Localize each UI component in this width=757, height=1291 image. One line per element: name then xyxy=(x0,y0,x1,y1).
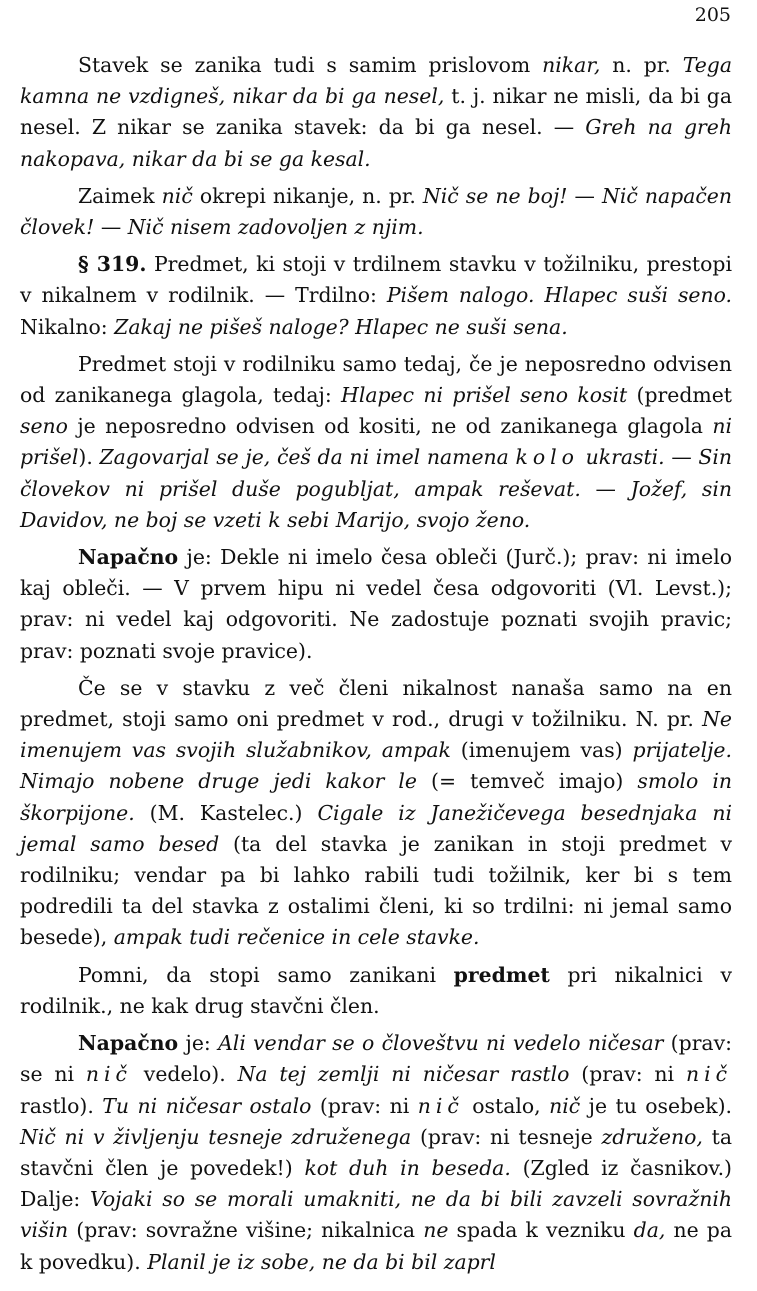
text-run: ). xyxy=(78,445,100,470)
text-run: (imenujem vas) xyxy=(450,738,633,763)
text-run: ta stavčni člen je povedek!) xyxy=(20,1124,732,1180)
paragraph-section-319 xyxy=(20,249,732,343)
italic-run: kot duh in beseda. xyxy=(304,1155,511,1180)
text-run: ne pa k povedku). xyxy=(20,1218,733,1274)
text-run: Pomni, da stopi samo zanikani xyxy=(78,962,454,987)
text-run: spada k vezniku xyxy=(448,1218,634,1243)
italic-run: Planil je iz sobe, ne da bi bil zaprl xyxy=(147,1249,496,1274)
text-run: je tu osebek). xyxy=(580,1093,733,1118)
italic-run: ni prišel xyxy=(20,414,732,470)
text-run: Zaimek xyxy=(78,183,162,208)
italic-run: nič xyxy=(161,183,193,208)
page-body xyxy=(20,50,732,1278)
text-run: Nikalno: xyxy=(20,314,115,339)
paragraph-pomni xyxy=(20,960,732,1022)
spaced-run: kolo xyxy=(515,445,579,470)
paragraph-nikar xyxy=(20,50,732,175)
italic-run: prijatelje. Nimajo nobene druge jedi kakor le xyxy=(20,738,732,794)
text-run: Če se v stavku z več členi nikalnost nanaša samo na en predmet, stoji samo oni predmet v rod., drugi v tožilniku. N. pr. xyxy=(20,675,732,732)
spaced-run: nič xyxy=(685,1062,733,1087)
italic-run: Na tej zemlji ni ničesar rastlo xyxy=(237,1062,570,1087)
italic-run: Nič napačen človek! xyxy=(20,183,732,240)
italic-run: Hlapec ni prišel seno kosit xyxy=(341,383,628,408)
text-run: pri nikalnici v rodilnik., ne kak drug stavčni člen. xyxy=(20,962,732,1018)
italic-run: Cigale iz Janežičevega besednjaka ni jemal samo besed xyxy=(20,800,732,856)
text-run: Predmet stoji v rodilniku samo tedaj, če je neposredno odvisen od zanikanega glagola, tedaj: xyxy=(20,351,732,408)
text-run: Stavek se zanika tudi s samim prislovom xyxy=(78,53,543,77)
italic-run: Ali vendar se o človeštvu ni vedelo ničesar xyxy=(218,1031,664,1056)
text-run: — xyxy=(567,183,603,208)
paragraph-napacno-2 xyxy=(20,1028,732,1278)
italic-run: Vojaki so se morali umakniti, ne da bi bili zavzeli sovražnih višin xyxy=(20,1187,732,1243)
text-run: je neposredno odvisen od kositi, ne od zanikanega glagola xyxy=(67,414,713,439)
page-number: 205 xyxy=(694,4,731,26)
italic-run: da, xyxy=(633,1218,666,1243)
text-run: (M. Kastelec.) xyxy=(134,800,318,825)
text-run: ostalo, xyxy=(463,1093,550,1118)
paragraph-vec-cleni xyxy=(20,673,732,954)
italic-run: Tega kamna ne vzdigneš, nikar da bi ga nesel, xyxy=(20,53,733,109)
text-run: vedelo). xyxy=(131,1062,238,1087)
italic-run: smolo in škorpijone. xyxy=(20,769,732,825)
bold-run: predmet xyxy=(453,962,550,987)
text-run: (prav: se ni xyxy=(20,1031,732,1087)
spaced-run: nič xyxy=(85,1062,132,1087)
italic-run: Nič ni v življenju tesneje združenega xyxy=(20,1124,412,1149)
text-run: — xyxy=(94,215,128,240)
italic-run: nič xyxy=(549,1093,581,1118)
text-run: (ta del stavka je zanikan in stoji predmet v rodilniku; vendar pa bi lahko rabili tudi tožilnik, ker bi s tem podredili ta del stavka z ostalimi členi, ki so trdilni: ni jemal samo besede), xyxy=(20,831,732,950)
paragraph-rodilnik-condition xyxy=(20,349,732,536)
text-run: je: Dekle ni imelo česa obleči (Jurč.); prav: ni imelo kaj obleči. — V prvem hipu ni vedel česa odgovoriti (Vl. Levst.); prav: ni vedel kaj odgovoriti. Ne zadostuje poznati svojih pravic; prav: poznati svoje pravice). xyxy=(20,545,732,663)
italic-run: Nič nisem zadovoljen z njim. xyxy=(127,215,424,240)
text-run: t. j. nikar ne misli, da bi ga nesel. Z nikar se zanika stavek: da bi ga nesel. — xyxy=(20,84,732,140)
spaced-run: nič xyxy=(417,1093,464,1118)
paragraph-zaimek-nic xyxy=(20,181,732,243)
italic-run: nikar, xyxy=(542,53,601,77)
bold-run: Napačno xyxy=(78,545,179,570)
italic-run: Tu ni ničesar ostalo xyxy=(102,1093,312,1118)
italic-run: Jožef, sin Davidov, ne boj se vzeti k sebi Marijo, svojo ženo. xyxy=(20,476,732,532)
paragraph-napacno-1 xyxy=(20,542,732,667)
italic-run: Zagovarjal se je, češ da ni imel namena xyxy=(99,445,516,470)
italic-run: seno xyxy=(20,414,68,439)
text-run: (= temveč imajo) xyxy=(416,769,638,794)
italic-run: ne xyxy=(423,1218,449,1243)
text-run: — xyxy=(580,476,631,501)
text-run: (predmet xyxy=(627,383,732,408)
text-run: (Zgled iz časnikov.) Dalje: xyxy=(20,1155,732,1212)
italic-run: ukrasti. xyxy=(578,445,665,470)
bold-run: § 319. xyxy=(78,252,147,277)
text-run: je: xyxy=(178,1031,219,1056)
text-run: — xyxy=(664,445,699,470)
italic-run: ampak tudi rečenice in cele stavke. xyxy=(113,925,480,950)
text-run: (prav: ni tesneje xyxy=(411,1124,602,1149)
italic-run: Ne imenujem vas svojih služabnikov, ampak xyxy=(20,707,732,763)
text-run: (prav: sovražne višine; nikalnica xyxy=(68,1218,424,1243)
text-run: rastlo). xyxy=(20,1093,103,1118)
text-run: (prav: ni xyxy=(311,1093,418,1118)
italic-run: Sin človekov ni prišel duše pogubljat, ampak reševat. xyxy=(20,445,732,501)
text-run: Predmet, ki stoji v trdilnem stavku v tožilniku, prestopi v nikalnem v rodilnik. — Trdilno: xyxy=(20,252,732,308)
italic-run: Greh na greh nakopava, nikar da bi se ga kesal. xyxy=(20,115,732,171)
italic-run: Zakaj ne pišeš naloge? Hlapec ne suši sena. xyxy=(114,314,568,339)
italic-run: združeno, xyxy=(601,1124,703,1149)
text-run: okrepi nikanje, n. pr. xyxy=(192,183,423,208)
text-run: (prav: ni xyxy=(569,1062,686,1087)
italic-run: Pišem nalogo. Hlapec suši seno. xyxy=(386,283,733,308)
italic-run: Nič se ne boj! xyxy=(422,183,568,208)
bold-run: Napačno xyxy=(78,1031,179,1056)
text-run: n. pr. xyxy=(600,53,683,77)
